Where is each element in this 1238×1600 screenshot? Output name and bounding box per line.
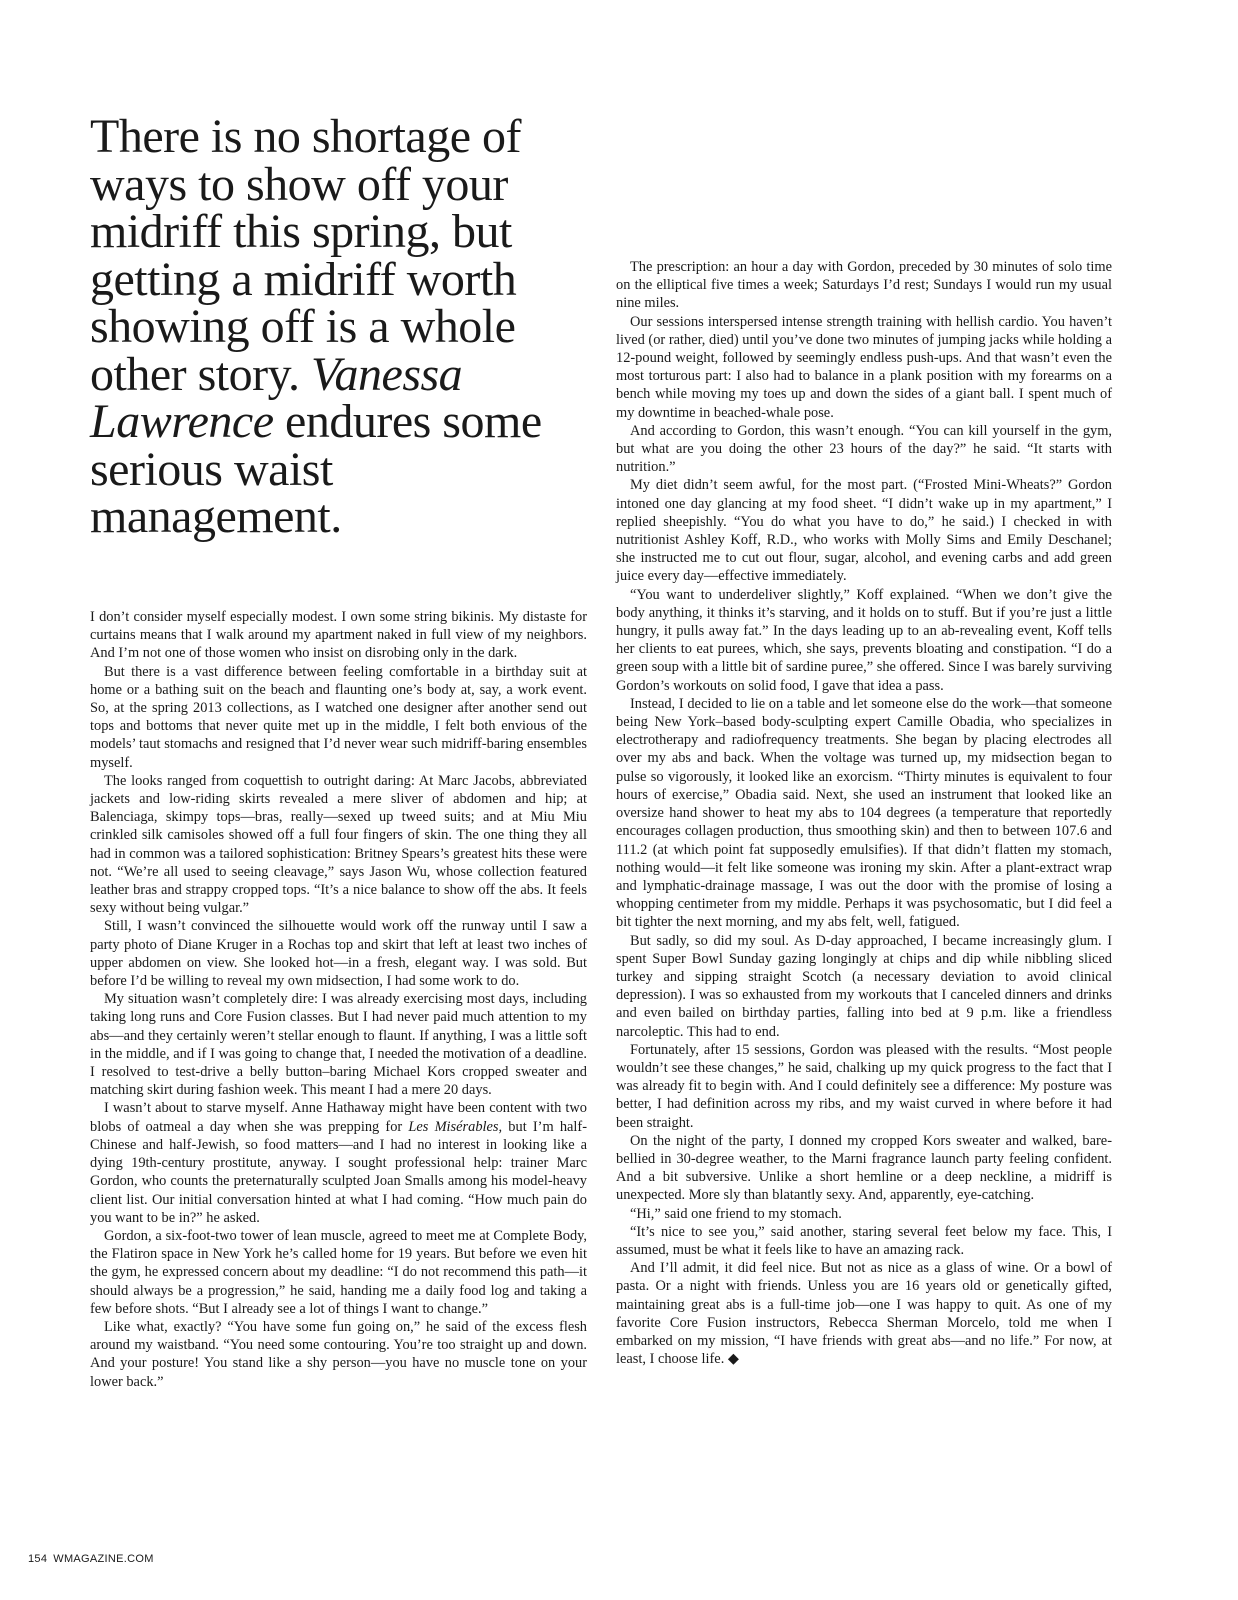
paragraph-text: I wasn’t about to starve myself. Anne Hathaway might have been content with two blobs of oatmeal a day when she was prepping for xyxy=(90,1100,587,1135)
headline-main: There is no shortage of ways to show off your midriff this spring, but getting a midriff worth showing off is a whole other story. xyxy=(90,110,522,401)
paragraph: On the night of the party, I donned my cropped Kors sweater and walked, bare-bellied in 30-degree weather, to the Marni fragrance launch party feeling confident. And a bit subversive. Unlike a short hemline or a deep neckline, a midriff is unexpected. More sly than blatantly sexy. And, apparently, eye-catching. xyxy=(616,1132,1112,1204)
paragraph: Our sessions interspersed intense strength training with hellish cardio. You haven’t lived (or rather, died) until you’ve done two minutes of jumping jacks while holding a 12-pound weight, followed by seemingly endless push-ups. And that wasn’t even the most torturous part: I also had to balance in a plank position with my forearms on a bench while moving my toes up and down the sides of a giant ball. I spent much of my downtime in beached-whale pose. xyxy=(616,313,1112,421)
paragraph: My diet didn’t seem awful, for the most part. (“Frosted Mini-Wheats?” Gordon intoned one day glancing at my food sheet. “I didn’t wake up in my apartment,” I replied sheepishly. “You do what you have to do,” he said.) I checked in with nutritionist Ashley Koff, R.D., who works with Molly Sims and Emily Deschanel; she instructed me to cut out flour, sugar, alcohol, and evening carbs and add green juice every day—effective immediately. xyxy=(616,477,1112,585)
paragraph: I don’t consider myself especially modest. I own some string bikinis. My distaste for curtains means that I walk around my apartment naked in full view of my neighbors. And I’m not one of those women who insist on disrobing only in the dark. xyxy=(90,609,587,662)
paragraph: Fortunately, after 15 sessions, Gordon was pleased with the results. “Most people wouldn’t see these changes,” he said, chalking up my quick progress to the fact that I was already fit to begin with. And I could definitely see a difference: My posture was better, I had definition across my ribs, and my waist curved in where before it had been straight. xyxy=(616,1041,1112,1131)
magazine-site: WMAGAZINE.COM xyxy=(53,1553,154,1565)
paragraph: “It’s nice to see you,” said another, staring several feet below my face. This, I assumed, must be what it feels like to have an amazing rack. xyxy=(616,1223,1112,1258)
page-folio xyxy=(28,1553,154,1565)
right-column xyxy=(616,258,1112,1368)
left-column xyxy=(90,608,587,1391)
headline-author: Vanessa Lawrence xyxy=(90,347,463,448)
paragraph: But there is a vast difference between feeling comfortable in a birthday suit at home or a bathing suit on the beach and flaunting one’s body at, say, a work event. So, at the spring 2013 collections, as I watched one designer after another send out tops and bottoms that never quite met up in the middle, I felt both envious of the models’ taut stomachs and resigned that I’d never wear such midriff-baring ensembles myself. xyxy=(90,663,587,771)
paragraph xyxy=(90,1099,587,1226)
paragraph: Instead, I decided to lie on a table and let someone else do the work—that someone being New York–based body-sculpting expert Camille Obadia, who specializes in electrotherapy and radiofrequency treatments. She began by placing electrodes all over my abs and back. When the voltage was turned up, my midsection began to pulse so vigorously, it looked like an exorcism. “Thirty minutes is equivalent to four hours of exercise,” Obadia said. Next, she used an instrument that looked like an oversize hand shower to heat my abs to 104 degrees (a temperature that reportedly encourages collagen production, thus smoothing skin) and then to between 107.6 and 111.2 (at which point fat supposedly emulsifies). If that didn’t flatten my stomach, nothing would—it felt like someone was ironing my skin. After a plant-extract wrap and lymphatic-drainage massage, I was out the door with the promise of losing a whopping centimeter from my middle. Perhaps it was psychosomatic, but I did feel a bit tighter the next morning, and my abs felt, well, fatigued. xyxy=(616,695,1112,931)
paragraph: My situation wasn’t completely dire: I was already exercising most days, including taking long runs and Core Fusion classes. But I had never paid much attention to my abs—and they certainly weren’t stellar enough to flaunt. If anything, I was a little soft in the middle, and if I was going to change that, I needed the motivation of a deadline. I resolved to test-drive a belly button–baring Michael Kors cropped sweater and matching skirt during fashion week. This meant I had a mere 20 days. xyxy=(90,991,587,1099)
paragraph: The prescription: an hour a day with Gordon, preceded by 30 minutes of solo time on the elliptical five times a week; Saturdays I’d rest; Sundays I would run my usual nine miles. xyxy=(616,259,1112,312)
paragraph: And according to Gordon, this wasn’t enough. “You can kill yourself in the gym, but what are you doing the other 23 hours of the day?” he said. “It starts with nutrition.” xyxy=(616,422,1112,476)
film-title: Les Misérables, xyxy=(408,1118,503,1135)
paragraph: Still, I wasn’t convinced the silhouette would work off the runway until I saw a party photo of Diane Kruger in a Rochas top and skirt that left at least two inches of upper abdomen on view. She looked hot—in a fresh, elegant way. I was sold. But before I’d be willing to reveal my own midsection, I had some work to do. xyxy=(90,918,587,990)
paragraph-text: but I’m half-Chinese and half-Jewish, so food matters—and I had no interest in looking like a dying 19th-century prostitute, anyway. I sought professional help: trainer Marc Gordon, who counts the preternaturally sculpted Joan Smalls among his model-heavy client list. Our initial conversation hinted at what I had coming. “How much pain do you want to be in?” he asked. xyxy=(90,1118,588,1226)
paragraph: “Hi,” said one friend to my stomach. xyxy=(630,1205,842,1222)
paragraph: The looks ranged from coquettish to outright daring: At Marc Jacobs, abbreviated jackets and low-riding skirts revealed a mere sliver of abdomen and hip; at Balenciaga, skimpy tops—bras, really—sexed up tweed suits; and at Miu Miu crinkled silk camisoles showed off a full four fingers of skin. The one thing they all had in common was a tailored sophistication: Britney Spears’s greatest hits these were not. “We’re all used to seeing cleavage,” says Jason Wu, whose collection featured leather bras and strappy cropped tops. “It’s a nice balance to show off the abs. It feels sexy without being vulgar.” xyxy=(90,772,587,917)
paragraph: Gordon, a six-foot-two tower of lean muscle, agreed to meet me at Complete Body, the Flatiron space in New York he’s called home for 19 years. But before we even hit the gym, he expressed concern about my deadline: “I do not recommend this path—it should always be a progression,” he said, handing me a daily food log and taking a few before shots. “But I already see a lot of things I want to change.” xyxy=(90,1227,587,1317)
paragraph: “You want to underdeliver slightly,” Koff explained. “When we don’t give the body anything, it thinks it’s starving, and it holds on to stuff. But if you’re just a little hungry, it pulls away fat.” In the days leading up to an ab-revealing event, Koff tells her clients to eat purees, which, she says, prevents bloating and constipation. “I do a green soup with a little bit of sardine puree,” she offered. Since I was barely surviving Gordon’s workouts on solid food, I gave that idea a pass. xyxy=(616,586,1112,694)
paragraph: And I’ll admit, it did feel nice. But not as nice as a glass of wine. Or a bowl of pasta. Or a night with friends. Unless you are 16 years old or genetically gifted, maintaining great abs is a full-time job—one I was happy to quit. As one of my favorite Core Fusion instructors, Rebecca Sherman Morcelo, told me when I embarked on my mission, “I have friends with great abs—and no life.” For now, at least, I choose life. ◆ xyxy=(616,1260,1112,1368)
page-number: 154 xyxy=(28,1553,48,1565)
article-headline xyxy=(90,110,590,543)
headline-tail: endures some serious waist management. xyxy=(90,395,542,543)
paragraph: Like what, exactly? “You have some fun going on,” he said of the excess flesh around my waistband. “You need some contouring. You’re too straight up and down. And your posture! You stand like a shy person—you have no muscle tone on your lower back.” xyxy=(90,1318,587,1390)
paragraph: But sadly, so did my soul. As D-day approached, I became increasingly glum. I spent Super Bowl Sunday gazing longingly at chips and dip while nibbling sliced turkey and sipping straight Scotch (a necessary deviation to avoid clinical depression). I was so exhausted from my workouts that I canceled dinners and drinks and even bailed on birthday parties, falling into bed at 9 p.m. like a friendless narcoleptic. This had to end. xyxy=(616,932,1112,1040)
